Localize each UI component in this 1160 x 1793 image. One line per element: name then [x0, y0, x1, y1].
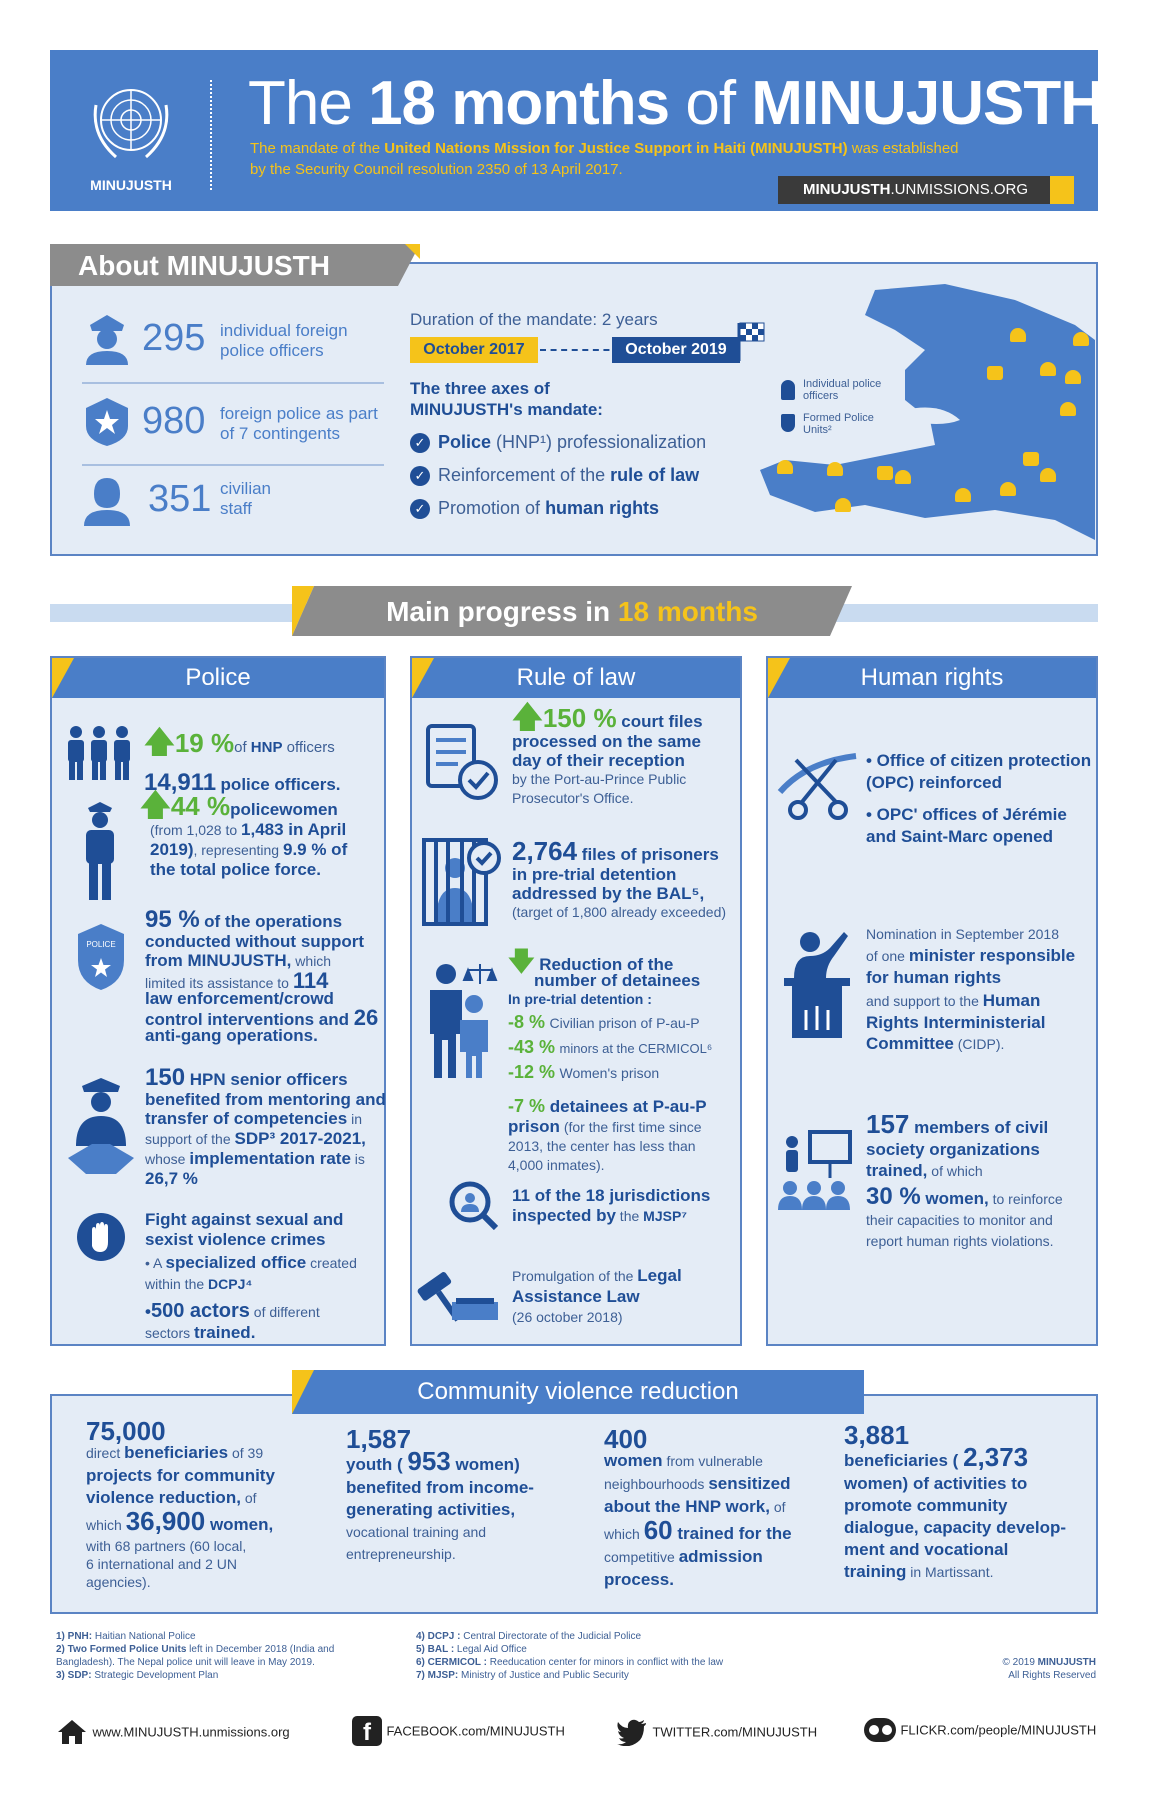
- police-header: Police: [52, 658, 384, 698]
- axes-title: The three axes of MINUJUSTH's mandate:: [410, 379, 603, 419]
- home-icon: [56, 1718, 88, 1746]
- stat-contingents-text: foreign police as part of 7 contingents: [220, 404, 378, 443]
- rights-header: Human rights: [768, 658, 1096, 698]
- flickr-icon: [864, 1718, 896, 1742]
- handshake-officer-icon: [66, 1076, 136, 1176]
- about-title: About MINUJUSTH: [78, 250, 330, 281]
- about-tab: [50, 244, 420, 286]
- officer-legend-icon: [781, 380, 795, 400]
- law-stat-prisoners: 2,764 files of prisoners in pre-trial detention addressed by the BAL⁵, (target of 1,800 already exceeded): [512, 836, 727, 920]
- arrow-up-icon: 🡅: [140, 789, 171, 822]
- logo-divider: [210, 80, 212, 190]
- officer-pin-icon: [827, 462, 843, 476]
- timeline: [410, 333, 770, 367]
- mandate-duration: Duration of the mandate: 2 years: [410, 310, 658, 329]
- police-stat-violence: Fight against sexual and sexist violence crimes • A specialized office created within the DCPJ⁴ •500 actors of different sectors trained.: [145, 1210, 357, 1342]
- police-stat-hnp: 🡅19 %of HNP officers 14,911 police officers.: [144, 726, 341, 796]
- facebook-icon: f: [352, 1716, 382, 1746]
- page-subtitle: The mandate of the United Nations Mission for Justice Support in Haiti (MINUJUSTH) was established by the Security Council resolution 2350 of 13 April 2017.: [250, 140, 959, 178]
- police-stat-operations: 95 % of the operations conducted without support from MINUJUSTH, which limited its assistance to 114 law enforcement/crowd control interventions and 26 anti-gang operations.: [145, 906, 379, 1045]
- legend-officers: Individual police officers: [781, 378, 931, 412]
- arrow-down-icon: 🡇: [508, 946, 535, 976]
- cvr-header: [292, 1370, 864, 1414]
- officer-pin-icon: [895, 470, 911, 484]
- progress-title: Main progress in 18 months: [386, 596, 758, 627]
- timeline-line: [540, 349, 620, 351]
- court-files-icon: [424, 722, 500, 802]
- minister-podium-icon: [782, 930, 852, 1040]
- unit-pin-icon: [987, 366, 1003, 380]
- law-header: Rule of law: [412, 658, 740, 698]
- about-divider-1: [82, 382, 384, 384]
- link-twitter[interactable]: TWITTER.com/MINUJUSTH: [616, 1718, 817, 1746]
- header-banner: [50, 50, 1104, 211]
- officer-pin-icon: [1065, 370, 1081, 384]
- ribbon-scissors-icon: [776, 752, 860, 822]
- police-badge-label: POLICE: [86, 940, 116, 949]
- unit-pin-icon: [1023, 452, 1039, 466]
- un-logo: [76, 75, 186, 195]
- unit-pin-icon: [877, 466, 893, 480]
- cvr-stat-beneficiaries: 75,000 direct beneficiaries of 39 projects for community violence reduction, of which 36,900 women, with 68 partners (60 local, 6 international and 2 UN agencies).: [86, 1416, 275, 1590]
- stop-hand-icon: [76, 1212, 126, 1262]
- copyright: © 2019 MINUJUSTH All Rights Reserved: [1002, 1657, 1096, 1681]
- progress-banner: [292, 586, 852, 636]
- twitter-bird-icon: [616, 1718, 648, 1746]
- corner-tab-icon: [412, 658, 434, 698]
- officer-pin-icon: [1010, 328, 1026, 342]
- stat-officers-num: 295: [142, 317, 206, 359]
- police-stat-women: 🡅44 %policewomen (from 1,028 to 1,483 in April 2019), representing 9.9 % of the total police force.: [140, 789, 348, 879]
- url-bar: MINUJUSTH.UNMISSIONS.ORG: [778, 176, 1074, 204]
- cvr-stat-youth: 1,587 youth ( 953 women) benefited from income- generating activities, vocational training and entrepreneurship.: [346, 1424, 534, 1562]
- law-stat-jurisdictions: 11 of the 18 jurisdictions inspected by the MJSP⁷: [512, 1186, 711, 1225]
- police-badge-icon: [82, 396, 132, 448]
- police-officer-icon: [82, 313, 132, 365]
- law-stat-reduction: 🡇 Reduction of the number of detainees In pre-trial detention : -8 % Civilian prison of P-au-P -43 % minors at the CERMICOL⁶ -12 % Women's prison -7 % detainees at P-au-P prison (for the first time since 2013, the center has less than 4,000 inmates).: [508, 946, 713, 1173]
- stat-officers: [82, 313, 382, 369]
- check-circle-icon: ✓: [410, 466, 430, 486]
- unit-legend-icon: [781, 414, 795, 432]
- justice-detainee-icon: [420, 960, 500, 1080]
- timeline-start: October 2017: [410, 337, 538, 363]
- timeline-end: October 2019: [612, 337, 740, 363]
- corner-tab-icon: [292, 1370, 314, 1414]
- check-circle-icon: ✓: [410, 433, 430, 453]
- officer-pin-icon: [1040, 468, 1056, 482]
- logo-label: MINUJUSTH: [90, 177, 172, 193]
- officer-pin-icon: [835, 498, 851, 512]
- officer-pin-icon: [1040, 362, 1056, 376]
- arrow-up-icon: 🡅: [512, 701, 543, 734]
- officer-pin-icon: [777, 460, 793, 474]
- footnotes-right: 4) DCPJ : Central Directorate of the Judicial Police 5) BAL : Legal Aid Office 6) CERMICOL : Reeducation center for minors in conflict with the law 7) MJSP: Ministry of Justice and Public Security: [416, 1631, 724, 1681]
- haiti-map: [755, 270, 1095, 554]
- law-stat-court: 🡅150 % court files processed on the same day of their reception by the Port-au-Prince Public Prosecutor's Office.: [512, 701, 703, 806]
- axis-item: ✓ Police (HNP¹) professionalization: [410, 432, 730, 465]
- police-shield-icon: [76, 922, 126, 992]
- cvr-stat-dialogue: 3,881 beneficiaries ( 2,373 women) of activities to promote community dialogue, capacity develop- ment and vocational training in Martissant.: [844, 1420, 1067, 1581]
- check-circle-icon: ✓: [410, 499, 430, 519]
- axis-item: ✓ Reinforcement of the rule of law: [410, 465, 730, 498]
- corner-tab-icon: [52, 658, 74, 698]
- stat-contingents: [82, 396, 382, 452]
- corner-tab-icon: [768, 658, 790, 698]
- rights-stat-opc: • Office of citizen protection (OPC) reinforced • OPC' offices of Jérémie and Saint-Marc opened: [866, 751, 1092, 846]
- civilian-staff-icon: [82, 474, 132, 526]
- officers-group-icon: [64, 724, 134, 780]
- axes-list: [410, 432, 730, 531]
- legend-units: Formed Police Units²: [781, 412, 931, 446]
- cvr-title: Community violence reduction: [417, 1378, 739, 1405]
- link-facebook[interactable]: f FACEBOOK.com/MINUJUSTH: [352, 1716, 565, 1746]
- footnotes-left: 1) PNH: Haitian National Police 2) Two Formed Police Units left in December 2018 (India and Bangladesh). The Nepal police unit will leave in May 2019. 3) SDP: Strategic Development Plan: [56, 1631, 335, 1681]
- link-website[interactable]: www.MINUJUSTH.unmissions.org: [56, 1718, 290, 1746]
- page-title: The 18 months of MINUJUSTH: [248, 69, 1104, 138]
- cvr-stat-women: 400 women from vulnerable neighbourhoods sensitized about the HNP work, of which 60 trained for the competitive admission process.: [604, 1424, 792, 1589]
- stat-officers-text: individual foreign police officers: [220, 321, 348, 360]
- gavel-law-icon: [412, 1262, 502, 1326]
- law-stat-legal: Promulgation of the Legal Assistance Law (26 october 2018): [512, 1266, 682, 1325]
- officer-pin-icon: [1073, 332, 1089, 346]
- link-flickr[interactable]: FLICKR.com/people/MINUJUSTH: [864, 1718, 1096, 1742]
- stat-civilian-text: civilian staff: [220, 479, 272, 518]
- prisoner-cell-icon: [422, 838, 502, 928]
- stat-civilian-num: 351: [148, 478, 212, 520]
- officer-pin-icon: [1000, 482, 1016, 496]
- footer-links: [50, 1712, 1098, 1752]
- policewoman-icon: [78, 800, 122, 900]
- inspection-magnifier-icon: [448, 1180, 498, 1230]
- map-legend: [781, 378, 931, 446]
- stat-contingents-num: 980: [142, 400, 206, 442]
- rights-stat-minister: Nomination in September 2018 of one minister responsible for human rights and support to the Human Rights Interministerial Committee (CIDP).: [866, 926, 1076, 1053]
- officer-pin-icon: [955, 488, 971, 502]
- axis-item: ✓ Promotion of human rights: [410, 498, 730, 531]
- about-divider-2: [82, 464, 384, 466]
- rights-stat-civil: 157 members of civil society organizations trained, of which 30 % women, to reinforce their capacities to monitor and report human rights violations.: [866, 1109, 1063, 1249]
- arrow-up-icon: 🡅: [144, 726, 175, 759]
- un-emblem-icon: [76, 75, 186, 175]
- training-board-icon: [776, 1130, 856, 1210]
- police-stat-mentoring: 150 HPN senior officers benefited from mentoring and transfer of competencies in support of the SDP³ 2017-2021, whose implementation rate is 26,7 %: [145, 1064, 386, 1188]
- stat-civilian: [82, 474, 382, 530]
- officer-pin-icon: [1060, 402, 1076, 416]
